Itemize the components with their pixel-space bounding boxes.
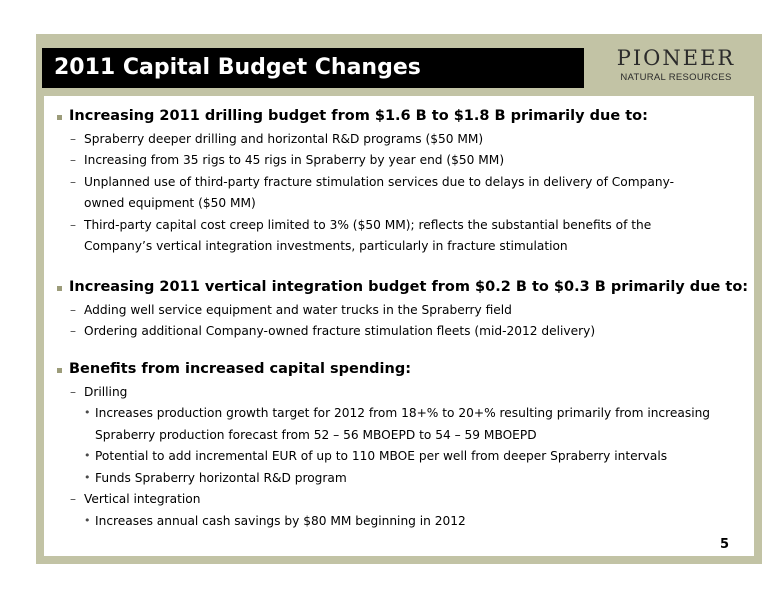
dash-bullet-icon: – — [70, 324, 76, 338]
dash-bullet-icon: – — [70, 174, 76, 189]
dash-bullet-icon: – — [70, 492, 76, 506]
bullet-text: Ordering additional Company-owned fracture stimulation fleets (mid-2012 delivery) — [84, 324, 596, 338]
dash-bullet-icon: – — [70, 302, 76, 317]
bullet-text: Company’s vertical integration investments, particularly in fracture stimulation — [84, 239, 568, 253]
slide-title: 2011 Capital Budget Changes — [42, 48, 584, 88]
logo-subtitle: NATURAL RESOURCES — [620, 72, 732, 83]
dash-bullet-icon: – — [70, 217, 76, 232]
dot-bullet-icon: • — [84, 513, 91, 527]
page-number: 5 — [720, 537, 730, 552]
bullet-text: Adding well service equipment and water trucks in the Spraberry field — [84, 302, 512, 317]
dash-bullet-icon: – — [70, 384, 76, 399]
bullet-text: owned equipment ($50 MM) — [84, 196, 256, 210]
section-bullet-icon — [57, 115, 62, 120]
section-heading: Increasing 2011 drilling budget from $1.6 B to $1.8 B primarily due to: — [69, 108, 648, 124]
section-bullet-icon — [57, 368, 62, 373]
bullet-text: Unplanned use of third-party fracture stimulation services due to delays in delivery of Company- — [84, 174, 674, 189]
dot-bullet-icon: • — [84, 406, 91, 419]
bullet-text: Spraberry deeper drilling and horizontal R&D programs ($50 MM) — [84, 131, 484, 146]
dash-bullet-icon: – — [70, 153, 76, 167]
bullet-text: Vertical integration — [84, 492, 201, 506]
sub-bullet-text: Funds Spraberry horizontal R&D program — [95, 470, 347, 485]
pioneer-logo — [600, 44, 752, 92]
sub-bullet-text: Potential to add incremental EUR of up to 110 MBOE per well from deeper Spraberry intervals — [95, 449, 668, 463]
logo-name: PIONEER — [616, 46, 736, 70]
section-bullet-icon — [57, 286, 62, 291]
dash-bullet-icon: – — [70, 131, 76, 146]
sub-bullet-text: Spraberry production forecast from 52 – 56 MBOEPD to 54 – 59 MBOEPD — [95, 427, 537, 442]
bullet-text: Increasing from 35 rigs to 45 rigs in Spraberry by year end ($50 MM) — [84, 153, 505, 167]
sub-bullet-text: Increases annual cash savings by $80 MM beginning in 2012 — [95, 513, 466, 528]
dot-bullet-icon: • — [84, 449, 91, 462]
bullet-text: Drilling — [84, 384, 128, 399]
bullet-text: Third-party capital cost creep limited to 3% ($50 MM); reflects the substantial benefits of the — [84, 217, 652, 232]
section-heading: Benefits from increased capital spending: — [69, 361, 412, 377]
sub-bullet-text: Increases production growth target for 2012 from 18+% to 20+% resulting primarily from increasing — [95, 406, 711, 420]
dot-bullet-icon: • — [84, 470, 91, 484]
section-heading: Increasing 2011 vertical integration budget from $0.2 B to $0.3 B primarily due to: — [69, 279, 749, 295]
